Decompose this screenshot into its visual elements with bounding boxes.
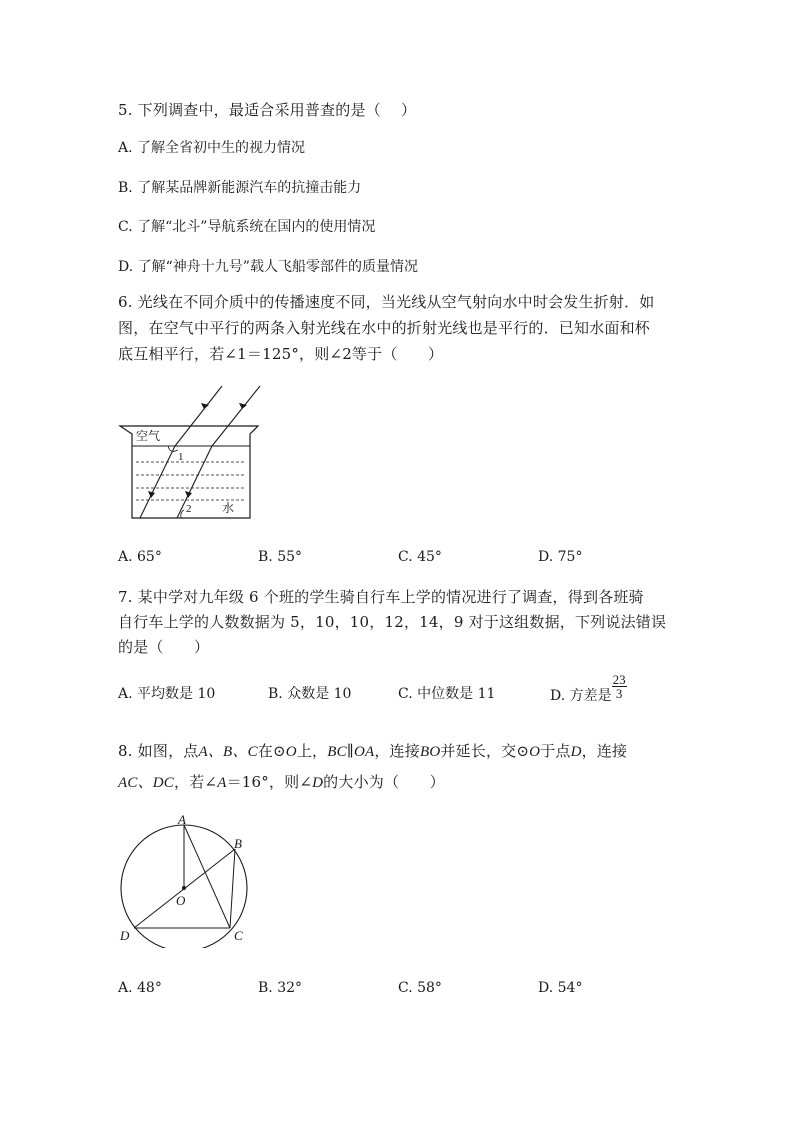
q5-option-b: B. 了解某品牌新能源汽车的抗撞击能力 xyxy=(118,180,362,196)
q8-angle-a: A xyxy=(217,775,227,791)
refracted-arrow-1 xyxy=(148,491,155,498)
q8-line-2 xyxy=(118,771,445,792)
q7-line-1: 7. 某中学对九年级 6 个班的学生骑自行车上学的情况进行了调查，得到各班骑 xyxy=(118,588,644,606)
air-label: 空气 xyxy=(136,429,161,443)
label-c: C xyxy=(234,928,243,943)
q8-text-2a: ，若∠ xyxy=(174,773,218,791)
q8-text-1b: 在⊙ xyxy=(257,742,286,760)
label-d: D xyxy=(120,928,130,943)
water-label: 水 xyxy=(222,501,235,515)
fraction-numerator: 23 xyxy=(612,672,626,687)
label-a: A xyxy=(178,812,186,827)
refracted-arrow-2 xyxy=(185,491,192,498)
q8-option-b: B. 32° xyxy=(258,980,303,996)
q8-text-1a: 8. 如图，点 xyxy=(118,742,199,760)
q7-option-d xyxy=(550,672,627,704)
fraction-denominator: 3 xyxy=(615,686,623,701)
q8-option-d: D. 54° xyxy=(538,980,583,996)
q7-variance-fraction xyxy=(612,673,627,700)
q6-option-d: D. 75° xyxy=(538,549,583,565)
q8-angle-d: D xyxy=(312,775,324,791)
q8-segments-ac-dc: AC、DC xyxy=(118,775,175,791)
q8-circle-o: O xyxy=(285,744,297,760)
q7-option-b: B. 众数是 10 xyxy=(268,686,352,702)
q6-line-3: 底互相平行，若∠1＝125°，则∠2等于（ ） xyxy=(118,345,444,363)
q8-text-1c: 上， xyxy=(296,742,328,760)
q8-segment-bo: BO xyxy=(419,744,441,760)
q8-point-d: D xyxy=(570,744,582,760)
label-b: B xyxy=(234,836,242,851)
q7-line-2: 自行车上学的人数数据为 5，10，10，12，14，9 对于这组数据，下列说法错误 xyxy=(118,613,667,631)
q8-text-2c: 的大小为（ ） xyxy=(323,773,445,791)
q8-circle-figure xyxy=(112,808,262,948)
q8-points-abc: A、B、C xyxy=(198,744,258,760)
center-point xyxy=(182,886,186,890)
incident-ray-1 xyxy=(175,386,222,446)
label-o: O xyxy=(176,893,186,908)
q5-stem: 5. 下列调查中，最适合采用普查的是（ ） xyxy=(118,101,417,119)
q7-option-c: C. 中位数是 11 xyxy=(398,686,496,702)
q6-refraction-figure xyxy=(118,378,268,524)
q8-line-1 xyxy=(118,740,627,761)
q7-option-a: A. 平均数是 10 xyxy=(118,686,216,702)
q6-line-2: 图，在空气中平行的两条入射光线在水中的折射光线也是平行的．已知水面和杯 xyxy=(118,319,651,337)
q8-text-1d: ，连接 xyxy=(374,742,420,760)
q5-option-a: A. 了解全省初中生的视力情况 xyxy=(118,140,306,156)
q6-option-c: C. 45° xyxy=(398,549,442,565)
q8-text-2b: ＝16°，则∠ xyxy=(226,773,313,791)
q8-text-1e: 并延长，交⊙ xyxy=(440,742,530,760)
q8-text-1g: ，连接 xyxy=(581,742,628,760)
q7-line-3: 的是（ ） xyxy=(118,638,210,656)
angle-2-label: 2 xyxy=(186,503,192,515)
q5-option-c: C. 了解“北斗”导航系统在国内的使用情况 xyxy=(118,219,376,235)
q6-option-a: A. 65° xyxy=(118,549,162,565)
q8-text-1f: 于点 xyxy=(540,742,571,760)
refracted-ray-1 xyxy=(140,446,175,518)
segment-bc xyxy=(230,849,235,928)
q7-option-d-prefix: D. 方差是 xyxy=(550,687,612,704)
angle-2-arc xyxy=(181,510,184,518)
q8-option-c: C. 58° xyxy=(398,980,442,996)
incident-ray-2 xyxy=(212,386,260,446)
q5-option-d: D. 了解“神舟十九号”载人飞船零部件的质量情况 xyxy=(118,259,418,275)
q8-parallel: BC∥OA xyxy=(327,744,375,760)
q6-option-b: B. 55° xyxy=(258,549,303,565)
q6-line-1: 6. 光线在不同介质中的传播速度不同，当光线从空气射向水中时会发生折射．如 xyxy=(118,293,655,311)
q8-option-a: A. 48° xyxy=(118,980,162,996)
q8-circle-o-2: O xyxy=(529,744,541,760)
segment-ac xyxy=(184,825,230,928)
angle-1-label: 1 xyxy=(178,451,184,463)
